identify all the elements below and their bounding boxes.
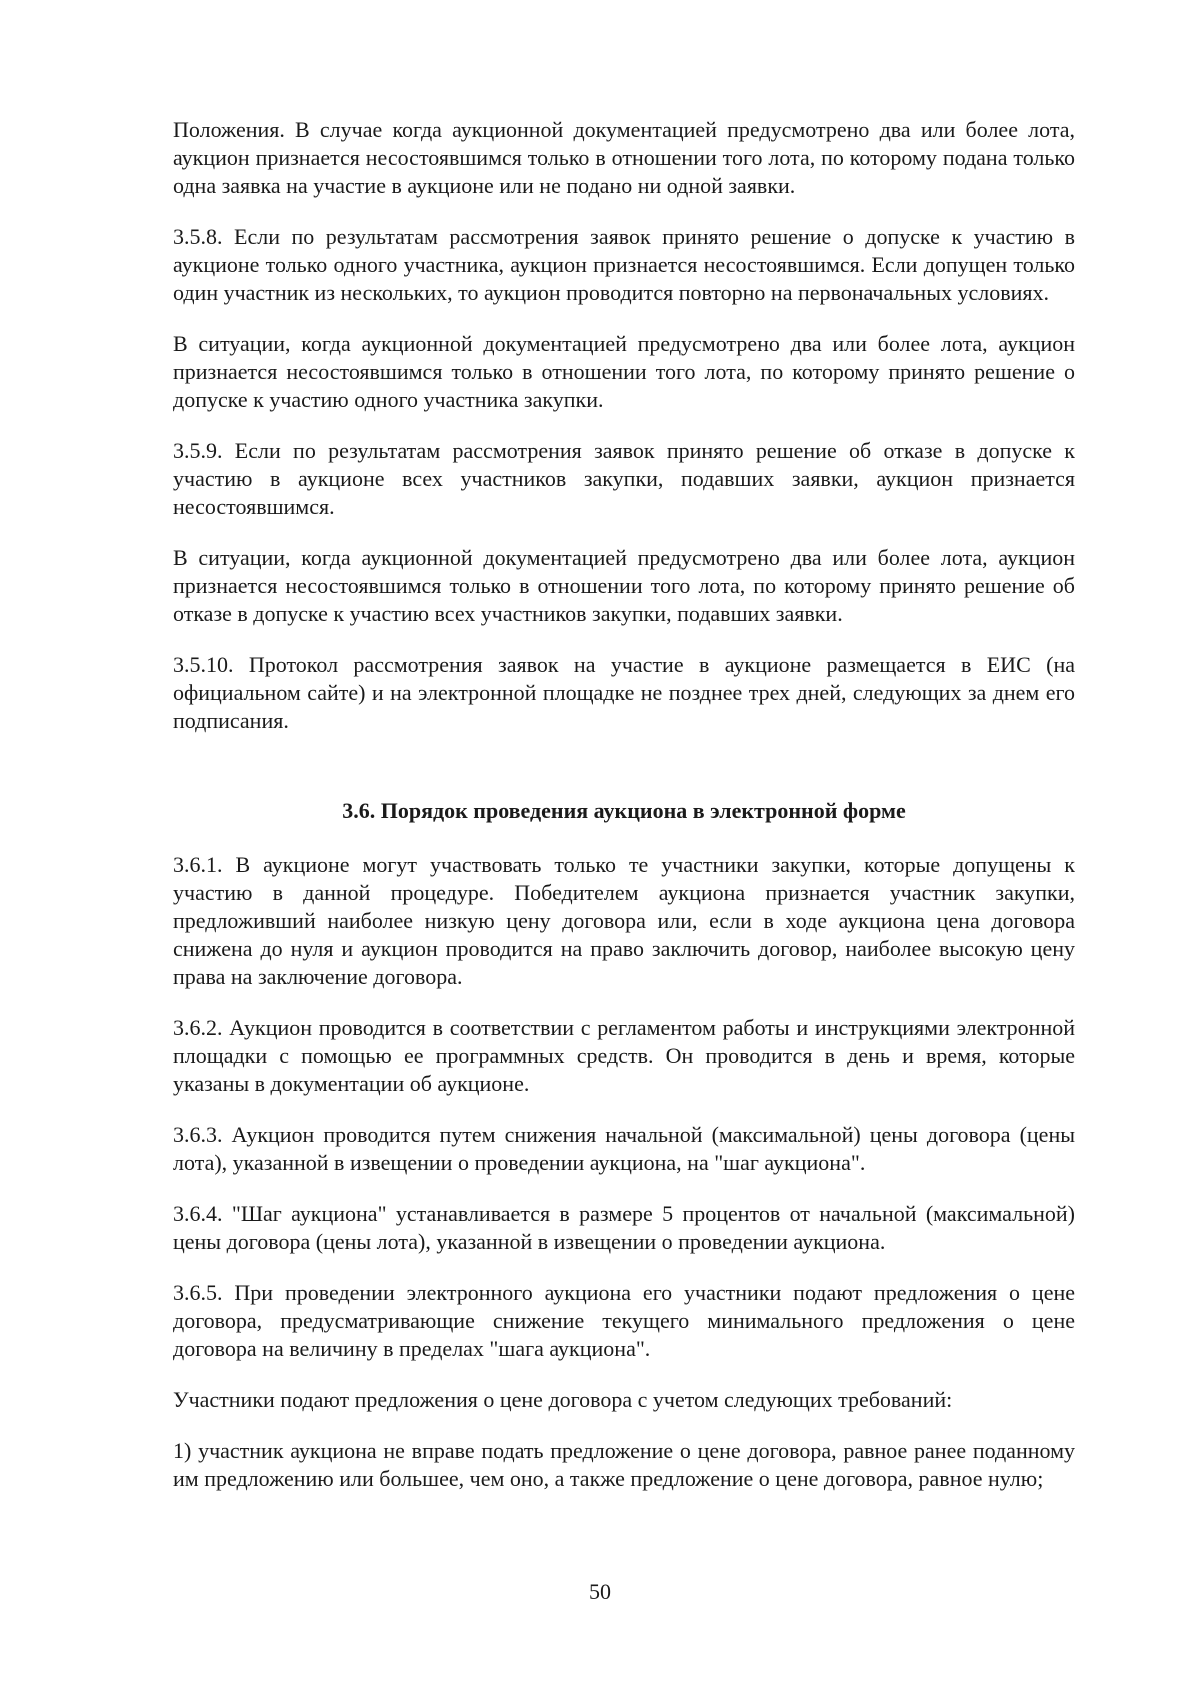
list-item-requirement-1: 1) участник аукциона не вправе подать предложение о цене договора, равное ранее поданному им предложению или большее, чем оно, а также предложение о цене договора, равное нулю; — [173, 1438, 1075, 1491]
paragraph-lot-failure: Положения. В случае когда аукционной документацией предусмотрено два или более лота, аукцион признается несостоявшимся только в отношении того лота, по которому подана только одна заявка на участие в аукционе или не подано ни одной заявки. — [173, 117, 1075, 198]
page-number: 50 — [589, 1579, 611, 1604]
paragraph-lot-single-participant: В ситуации, когда аукционной документацией предусмотрено два или более лота, аукцион признается несостоявшимся только в отношении того лота, по которому принято решение о допуске к участию одного участника закупки. — [173, 331, 1075, 412]
paragraph-requirements-intro: Участники подают предложения о цене договора с учетом следующих требований: — [173, 1387, 953, 1412]
paragraph-3-5-10: 3.5.10. Протокол рассмотрения заявок на участие в аукционе размещается в ЕИС (на официальном сайте) и на электронной площадке не позднее трех дней, следующих за днем его подписания. — [173, 652, 1075, 733]
paragraph-3-5-8: 3.5.8. Если по результатам рассмотрения заявок принято решение о допуске к участию в аукционе только одного участника, аукцион признается несостоявшимся. Если допущен только один участник из нескольких, то аукцион проводится повторно на первоначальных условиях. — [173, 224, 1075, 305]
paragraph-3-6-1: 3.6.1. В аукционе могут участвовать только те участники закупки, которые допущены к участию в данной процедуре. Победителем аукциона признается участник закупки, предложивший наиболее низкую цену договора или, если в ходе аукциона цена договора снижена до нуля и аукцион проводится на право заключить договор, наиболее высокую цену права на заключение договора. — [173, 852, 1075, 989]
paragraph-3-6-4: 3.6.4. "Шаг аукциона" устанавливается в размере 5 процентов от начальной (максимальной) цены договора (цены лота), указанной в извещении о проведении аукциона. — [173, 1201, 1075, 1254]
paragraph-3-6-2: 3.6.2. Аукцион проводится в соответствии с регламентом работы и инструкциями электронной площадки с помощью ее программных средств. Он проводится в день и время, которые указаны в документации об аукционе. — [173, 1015, 1075, 1096]
paragraph-3-6-3: 3.6.3. Аукцион проводится путем снижения начальной (максимальной) цены договора (цены лота), указанной в извещении о проведении аукциона, на "шаг аукциона". — [173, 1122, 1075, 1175]
paragraph-3-6-5: 3.6.5. При проведении электронного аукциона его участники подают предложения о цене договора, предусматривающие снижение текущего минимального предложения о цене договора на величину в пределах "шага аукциона". — [173, 1280, 1075, 1361]
paragraph-lot-all-rejected: В ситуации, когда аукционной документацией предусмотрено два или более лота, аукцион признается несостоявшимся только в отношении того лота, по которому принято решение об отказе в допуске к участию всех участников закупки, подавших заявки. — [173, 545, 1075, 626]
section-heading-3-6: 3.6. Порядок проведения аукциона в электронной форме — [342, 798, 906, 823]
paragraph-3-5-9: 3.5.9. Если по результатам рассмотрения заявок принято решение об отказе в допуске к участию в аукционе всех участников закупки, подавших заявки, аукцион признается несостоявшимся. — [173, 438, 1075, 519]
